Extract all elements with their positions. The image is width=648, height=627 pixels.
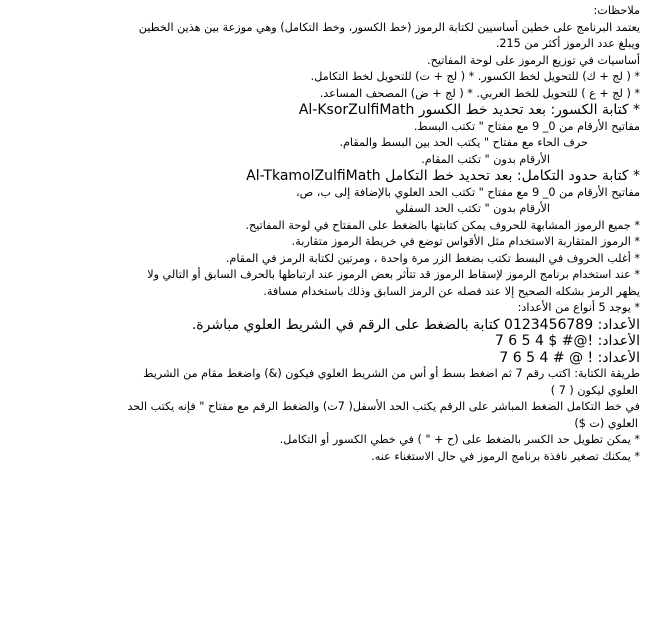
text-line: * جميع الرموز المشابهة للحروف يمكن كتابتها بالضغط على المفتاح في لوحة المفاتيح.: [245, 218, 640, 232]
text-line: طريقة الكتابة: اكتب رقم 7 ثم اضغط بسط أو أس من الشريط العلوي فيكون (&) واضغط مقام من الشريط: [143, 367, 640, 380]
numbers-line: الأعداد: 0123456789 كتابة بالضغط على الرقم في الشريط العلوي مباشرة.: [191, 316, 640, 333]
text-line: أساسيات في توزيع الرموز على لوحة المفاتيح.: [427, 53, 640, 67]
notes-heading: ملاحظات:: [593, 4, 640, 17]
text-line: مفاتيح الأرقام من 0_ 9 مع مفتاح " تكتب البسط.: [413, 119, 640, 133]
text-line: * يمكن تطويل حد الكسر بالضغط على (ح + " ) في خطي الكسور أو التكامل.: [279, 433, 640, 446]
text-line: مفاتيح الأرقام من 0_ 9 مع مفتاح " تكتب الحد العلوي بالإضافة إلى ب، ص،: [296, 185, 640, 199]
text-line: ويبلغ عدد الرموز أكثر من 215.: [495, 37, 640, 50]
text-line: يعتمد البرنامج على خطين أساسيين لكتابة الرموز (خط الكسور، وخط التكامل) وهي موزعة بين هذين الخطين: [138, 20, 640, 34]
text-line: * يوجد 5 أنواع من الأعداد:: [517, 301, 640, 314]
integral-font-line: * كتابة حدود التكامل: بعد تحديد خط التكامل Al-TkamolZulfiMath: [246, 168, 640, 184]
text-line: * ( لج + ك) للتحويل لخط الكسور. * ( لج + ت) للتحويل لخط التكامل.: [310, 70, 640, 83]
text-line: العلوي ليكون ( 7 ): [550, 383, 638, 397]
text-line: حرف الحاء مع مفتاح " يكتب الحد بين البسط والمقام.: [339, 136, 588, 149]
text-line: يظهر الرمز بشكله الصحيح إلا عند فصله عن الرمز السابق وذلك باستخدام مسافة.: [263, 284, 640, 298]
text-line: * يمكنك تصغير نافذة برنامج الرموز في حال الاستغناء عنه.: [371, 449, 640, 463]
text-line: * عند استخدام برنامج الرموز لإسقاط الرموز قد تتأثر بعض الرموز عند ارتباطها بالحرف السابق أو التالي ولا: [147, 268, 640, 281]
text-line: * ( لج + ع ) للتحويل للخط العربي. * ( لج + ض) المصحف المساعد.: [319, 86, 640, 100]
text-line: * الرموز المتقاربة الاستخدام مثل الأقواس توضع في خريطة الرموز متقاربة.: [291, 235, 640, 248]
fraction-font-line: * كتابة الكسور: بعد تحديد خط الكسور Al-KsorZulfiMath: [298, 102, 640, 118]
text-line: الأرقام بدون " تكتب الحد السفلي: [395, 202, 550, 215]
text-line: العلوي (ت $): [574, 416, 638, 430]
numbers-line: الأعداد: !@# $ 4 5 6 7: [494, 333, 640, 349]
text-line: في خط التكامل الضغط المباشر على الرقم يكتب الحد الأسفل( 7ت) والضغط الرقم مع مفتاح " فإنه يكتب الحد: [127, 400, 640, 413]
text-line: الأرقام بدون " تكتب المقام.: [421, 152, 550, 166]
text-line: * أغلب الحروف في البسط تكتب بضغط الزر مرة واحدة ، ومرتين لكتابة الرمز في المقام.: [225, 251, 640, 265]
numbers-line: الأعداد: ! @ # 4 5 6 7: [499, 349, 640, 366]
